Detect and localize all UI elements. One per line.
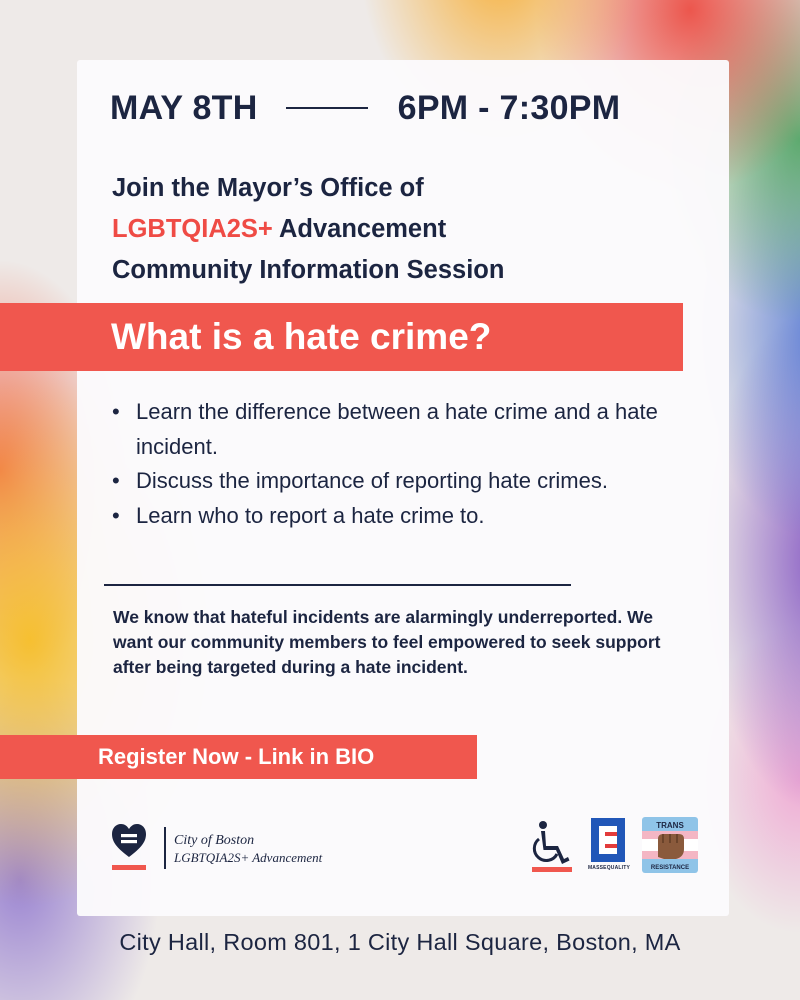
event-address: City Hall, Room 801, 1 City Hall Square, Boston, MA — [119, 929, 681, 955]
intro-line-1: Join the Mayor’s Office of — [112, 174, 424, 202]
event-time: 6PM - 7:30PM — [397, 88, 621, 127]
heart-logo-icon — [111, 823, 147, 873]
list-item: • Discuss the importance of reporting hate crimes. — [110, 464, 670, 499]
statement-text: We know that hateful incidents are alarmingly underreported. We want our community members to feel empowered to seek support after being targeted during a hate incident. — [113, 607, 661, 677]
register-link[interactable]: Register Now - Link in BIO — [98, 744, 375, 769]
accessibility-icon — [530, 820, 574, 874]
date-time-dash — [286, 107, 368, 109]
city-name: City of Boston — [174, 833, 255, 848]
intro-heading — [112, 168, 692, 291]
bullet-list — [110, 395, 670, 533]
headline-text: What is a hate crime? — [111, 316, 492, 357]
trans-logo-bottom-text: RESISTANCE — [650, 865, 690, 871]
intro-line-3: Community Information Session — [112, 256, 505, 284]
event-date-time — [110, 86, 700, 130]
intro-line-2 — [112, 209, 692, 250]
trans-logo-top-text: TRANS — [656, 821, 684, 830]
event-date: MAY 8TH — [110, 88, 258, 127]
logo-separator — [164, 827, 166, 869]
city-of-boston-logo-text — [174, 833, 322, 867]
list-item: • Learn the difference between a hate crime and a hate incident. — [110, 395, 670, 464]
list-item: • Learn who to report a hate crime to. — [110, 499, 670, 534]
intro-line-2-rest: Advancement — [272, 215, 447, 243]
office-name: LGBTQIA2S+ Advancement — [174, 850, 323, 865]
mass-equality-caption: MASSEQUALITY — [587, 865, 631, 871]
intro-accent: LGBTQIA2S+ — [112, 215, 273, 243]
trans-resistance-logo-icon — [642, 817, 698, 873]
section-divider — [104, 584, 571, 586]
